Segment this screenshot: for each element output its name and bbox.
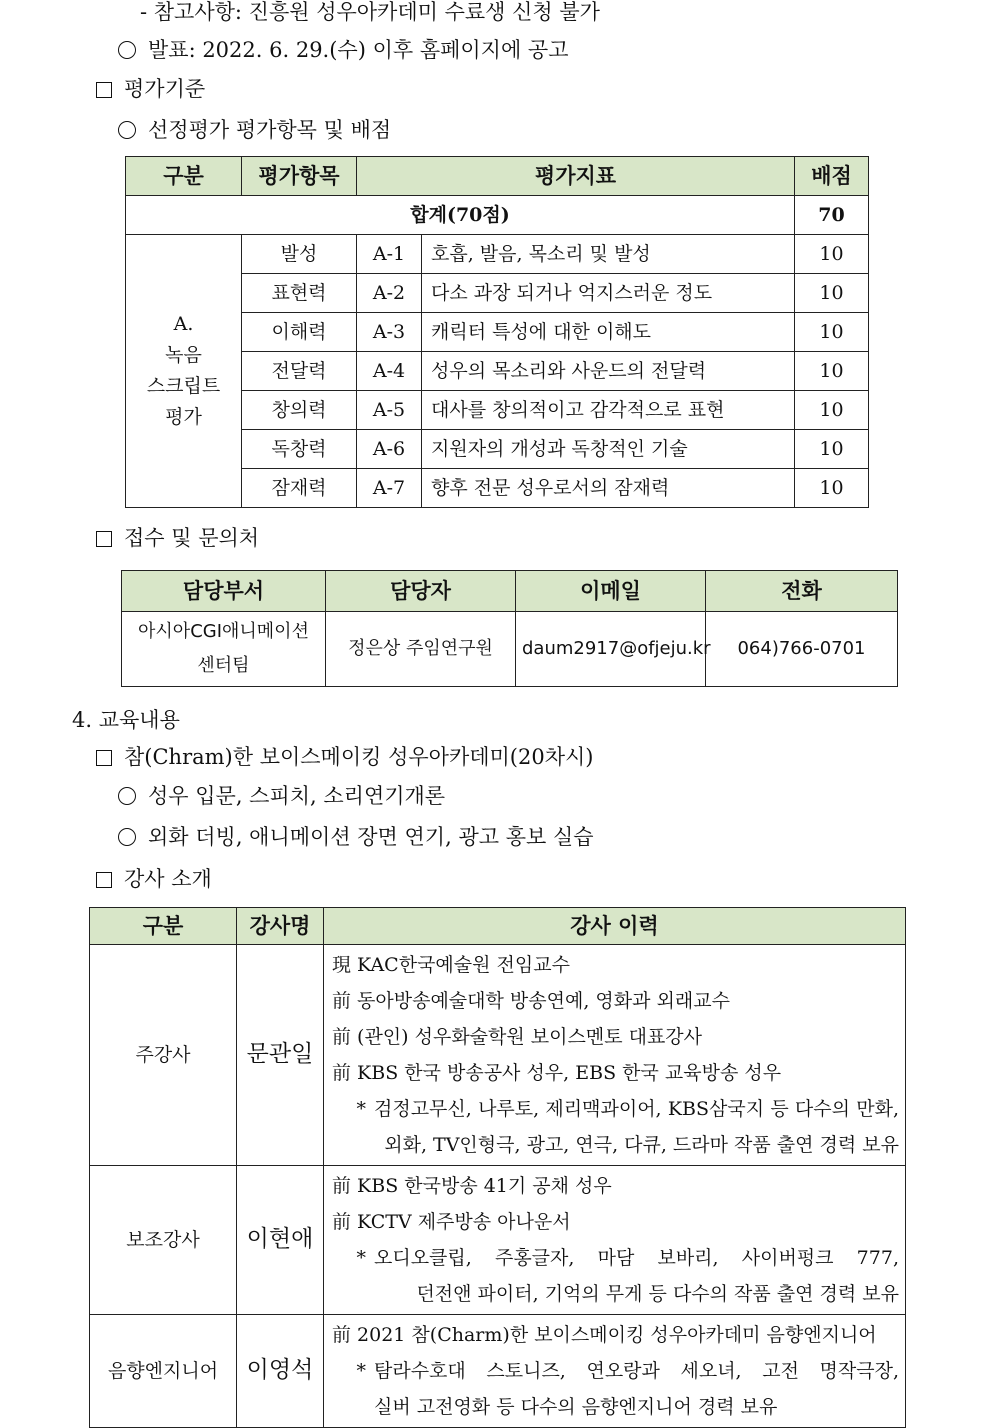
asterisk: * bbox=[356, 1098, 366, 1120]
header-department: 담당부서 bbox=[122, 571, 326, 612]
table-header-row bbox=[90, 908, 906, 945]
course-item-text: 성우 입문, 스피치, 소리연기개론 bbox=[148, 784, 446, 808]
group-label-line: 평가 bbox=[165, 406, 202, 428]
eval-indicator: 지원자의 개성과 독창적인 기술 bbox=[422, 430, 795, 469]
eval-score: 10 bbox=[795, 235, 869, 274]
history-note bbox=[332, 1127, 899, 1163]
eval-item: 창의력 bbox=[242, 391, 357, 430]
header-instructor-name: 강사명 bbox=[237, 908, 324, 945]
course-title-text: 참(Chram)한 보이스메이킹 성우아카데미(20차시) bbox=[124, 745, 594, 769]
history-note-text: 실버 고전영화 등 다수의 음향엔지니어 경력 보유 bbox=[374, 1396, 778, 1418]
history-note-text: 검정고무신, 나루토, 제리맥과이어, KBS삼국지 등 다수의 만화, bbox=[374, 1098, 899, 1120]
group-label-line: 녹음 bbox=[165, 344, 202, 366]
course-item bbox=[118, 782, 445, 810]
eval-item: 잠재력 bbox=[242, 469, 357, 508]
contact-phone: 064)766-0701 bbox=[706, 612, 898, 687]
square-bullet-icon bbox=[96, 531, 112, 547]
total-score: 70 bbox=[795, 196, 869, 235]
header-indicator: 평가지표 bbox=[357, 157, 795, 196]
eval-code: A-6 bbox=[357, 430, 422, 469]
header-category: 구분 bbox=[126, 157, 242, 196]
square-bullet-icon bbox=[96, 750, 112, 766]
eval-code: A-4 bbox=[357, 352, 422, 391]
history-line: 現 KAC한국예술원 전임교수 bbox=[332, 954, 570, 976]
eval-score: 10 bbox=[795, 391, 869, 430]
square-bullet-icon bbox=[96, 82, 112, 98]
instructor-history bbox=[324, 945, 906, 1166]
eval-item: 독창력 bbox=[242, 430, 357, 469]
announce-line bbox=[118, 36, 569, 64]
instructor-heading bbox=[96, 865, 212, 893]
group-label bbox=[126, 235, 242, 508]
table-row bbox=[90, 1166, 906, 1315]
eval-code: A-1 bbox=[357, 235, 422, 274]
instructor-role: 주강사 bbox=[90, 945, 237, 1166]
instructor-heading-text: 강사 소개 bbox=[124, 867, 212, 891]
instructor-table bbox=[89, 907, 906, 1428]
eval-item: 표현력 bbox=[242, 274, 357, 313]
total-row bbox=[126, 196, 869, 235]
department-line: 아시아CGI애니메이션 bbox=[138, 621, 309, 642]
eval-score: 10 bbox=[795, 469, 869, 508]
table-header-row bbox=[122, 571, 898, 612]
header-person: 담당자 bbox=[326, 571, 516, 612]
table-row bbox=[90, 945, 906, 1166]
circle-bullet-icon bbox=[118, 787, 136, 805]
reference-note: - 참고사항: 진흥원 성우아카데미 수료생 신청 불가 bbox=[140, 0, 600, 24]
criteria-sub-text: 선정평가 평가항목 및 배점 bbox=[148, 118, 392, 142]
table-row bbox=[126, 235, 869, 274]
eval-score: 10 bbox=[795, 430, 869, 469]
eval-code: A-2 bbox=[357, 274, 422, 313]
eval-code: A-5 bbox=[357, 391, 422, 430]
evaluation-table bbox=[125, 156, 869, 508]
department-line: 센터팀 bbox=[197, 655, 250, 676]
eval-indicator: 다소 과장 되거나 억지스러운 정도 bbox=[422, 274, 795, 313]
eval-indicator: 캐릭터 특성에 대한 이해도 bbox=[422, 313, 795, 352]
history-note bbox=[332, 1091, 899, 1127]
eval-indicator: 대사를 창의적이고 감각적으로 표현 bbox=[422, 391, 795, 430]
history-note bbox=[332, 1276, 899, 1312]
header-score: 배점 bbox=[795, 157, 869, 196]
contact-department bbox=[122, 612, 326, 687]
header-phone: 전화 bbox=[706, 571, 898, 612]
contact-heading-text: 접수 및 문의처 bbox=[124, 526, 260, 550]
criteria-sub bbox=[118, 116, 391, 144]
instructor-role: 음향엔지니어 bbox=[90, 1315, 237, 1428]
criteria-heading-text: 평가기준 bbox=[124, 77, 206, 101]
course-item-text: 외화 더빙, 애니메이션 장면 연기, 광고 홍보 실습 bbox=[148, 825, 594, 849]
contact-email: daum2917@ofjeju.kr bbox=[516, 612, 706, 687]
history-note bbox=[332, 1353, 899, 1389]
criteria-heading bbox=[96, 75, 205, 103]
history-line: 前 동아방송예술대학 방송연예, 영화과 외래교수 bbox=[332, 990, 730, 1012]
eval-indicator: 호흡, 발음, 목소리 및 발성 bbox=[422, 235, 795, 274]
instructor-role: 보조강사 bbox=[90, 1166, 237, 1315]
circle-bullet-icon bbox=[118, 41, 136, 59]
instructor-name: 문관일 bbox=[237, 945, 324, 1166]
table-row bbox=[90, 1315, 906, 1428]
history-line: 前 KCTV 제주방송 아나운서 bbox=[332, 1211, 571, 1233]
course-item bbox=[118, 823, 594, 851]
eval-score: 10 bbox=[795, 352, 869, 391]
group-label-line: 스크립트 bbox=[146, 375, 221, 397]
history-note-text: 외화, TV인형극, 광고, 연극, 다큐, 드라마 작품 출연 경력 보유 bbox=[384, 1134, 899, 1156]
history-line: 前 KBS 한국방송 41기 공채 성우 bbox=[332, 1175, 612, 1197]
eval-code: A-7 bbox=[357, 469, 422, 508]
history-line: 前 2021 참(Charm)한 보이스메이킹 성우아카데미 음향엔지니어 bbox=[332, 1324, 877, 1346]
table-row bbox=[122, 612, 898, 687]
instructor-history bbox=[324, 1315, 906, 1428]
square-bullet-icon bbox=[96, 872, 112, 888]
history-line: 前 KBS 한국 방송공사 성우, EBS 한국 교육방송 성우 bbox=[332, 1062, 782, 1084]
eval-indicator: 향후 전문 성우로서의 잠재력 bbox=[422, 469, 795, 508]
asterisk: * bbox=[356, 1360, 366, 1382]
header-history: 강사 이력 bbox=[324, 908, 906, 945]
instructor-history bbox=[324, 1166, 906, 1315]
contact-person: 정은상 주임연구원 bbox=[326, 612, 516, 687]
instructor-name: 이영석 bbox=[237, 1315, 324, 1428]
circle-bullet-icon bbox=[118, 121, 136, 139]
history-note-text: 오디오클립, 주홍글자, 마담 보바리, 사이버펑크 777, bbox=[374, 1247, 899, 1269]
eval-code: A-3 bbox=[357, 313, 422, 352]
eval-indicator: 성우의 목소리와 사운드의 전달력 bbox=[422, 352, 795, 391]
eval-item: 이해력 bbox=[242, 313, 357, 352]
contact-heading bbox=[96, 524, 259, 552]
eval-item: 발성 bbox=[242, 235, 357, 274]
history-note-text: 탐라수호대 스토니즈, 연오랑과 세오녀, 고전 명작극장, bbox=[374, 1360, 899, 1382]
history-note-text: 던전앤 파이터, 기억의 무게 등 다수의 작품 출연 경력 보유 bbox=[416, 1283, 899, 1305]
table-header-row bbox=[126, 157, 869, 196]
instructor-name: 이현애 bbox=[237, 1166, 324, 1315]
history-note bbox=[332, 1240, 899, 1276]
header-category: 구분 bbox=[90, 908, 237, 945]
history-note bbox=[332, 1389, 899, 1425]
asterisk: * bbox=[356, 1247, 366, 1269]
header-item: 평가항목 bbox=[242, 157, 357, 196]
group-label-line: A. bbox=[173, 313, 194, 335]
history-line: 前 (관인) 성우화술학원 보이스멘토 대표강사 bbox=[332, 1026, 703, 1048]
section-4-title: 4. 교육내용 bbox=[72, 708, 180, 732]
eval-item: 전달력 bbox=[242, 352, 357, 391]
announce-text: 발표: 2022. 6. 29.(수) 이후 홈페이지에 공고 bbox=[148, 38, 569, 62]
circle-bullet-icon bbox=[118, 828, 136, 846]
total-label: 합계(70점) bbox=[126, 196, 795, 235]
header-email: 이메일 bbox=[516, 571, 706, 612]
eval-score: 10 bbox=[795, 313, 869, 352]
course-title bbox=[96, 743, 593, 771]
contact-table bbox=[121, 570, 898, 687]
eval-score: 10 bbox=[795, 274, 869, 313]
